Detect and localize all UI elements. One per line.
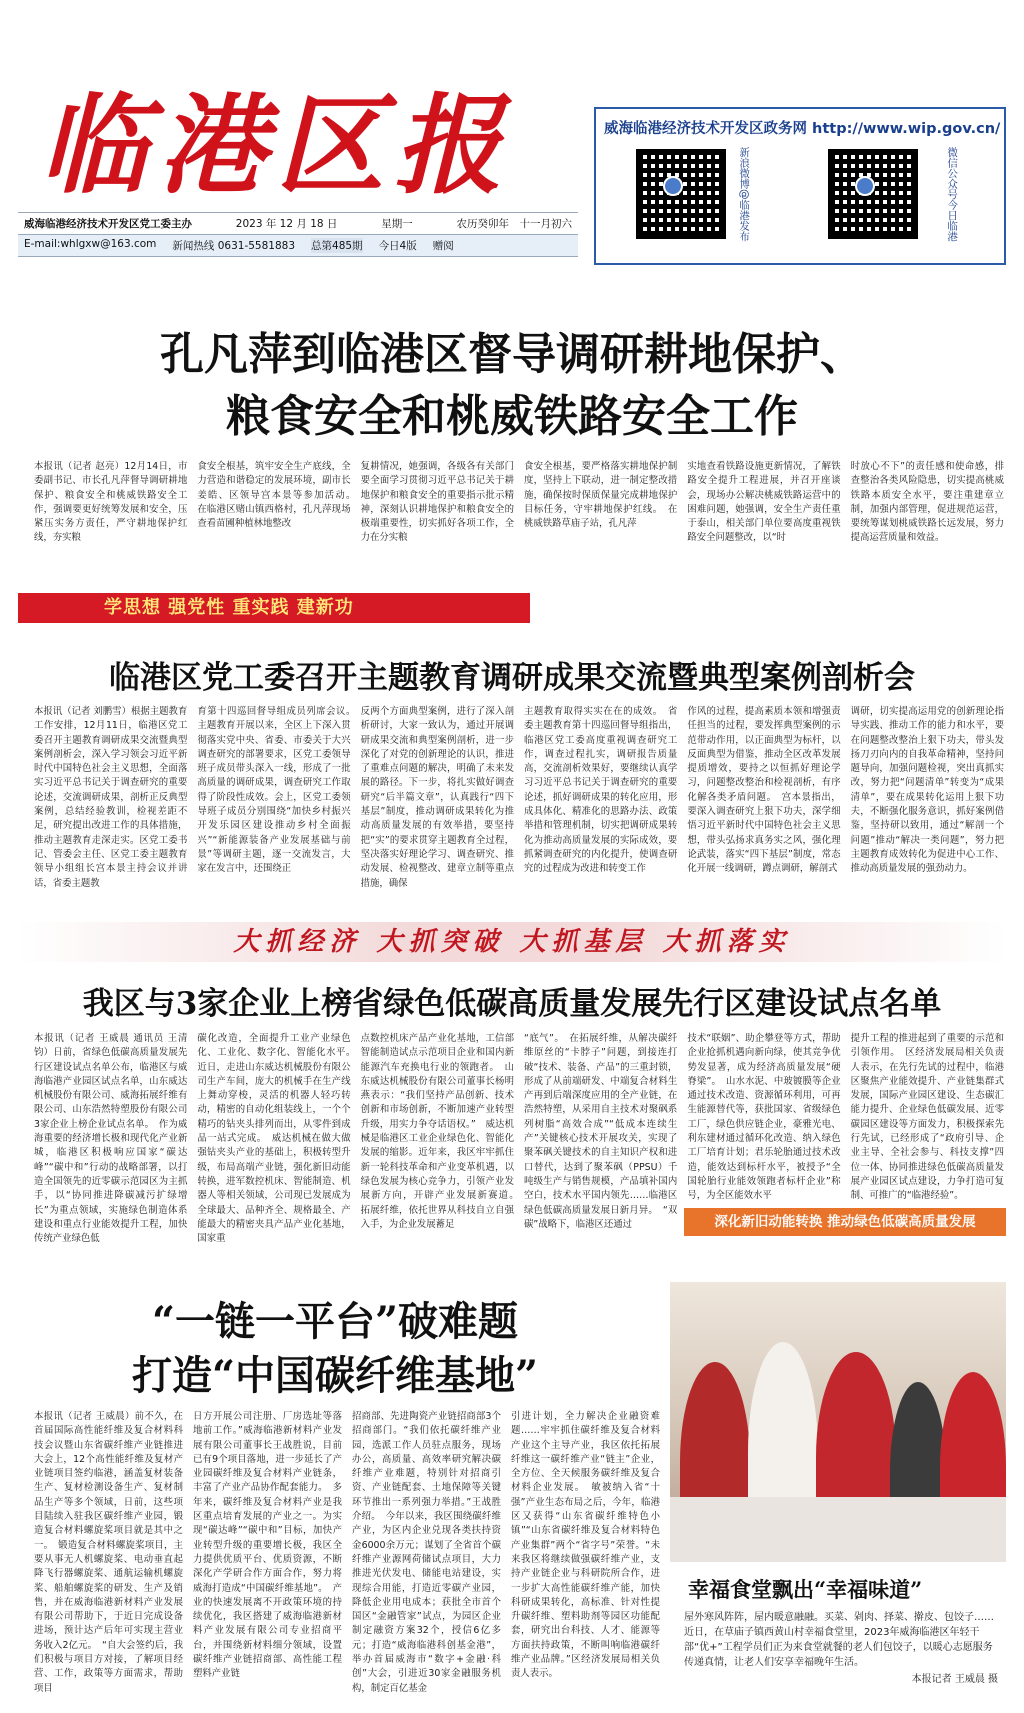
- article-4-body: [34, 1410, 660, 1705]
- article-1-col: 实地查看铁路设施更新情况，了解铁路安全提升工程进展，并召开座谈会，现场办公解决桃威铁路运营中的困难问题，她强调，安全生产责任重于泰山，相关部门单位要高度重视铁路安全问题整改，以“时: [687, 461, 841, 544]
- headline-4-line-1: “一链一平台”破难题: [151, 1298, 518, 1345]
- issue-date: 2023 年 12 月 18 日: [235, 218, 338, 230]
- article-2-col: 调研，切实提高运用党的创新理论指导实践、推动工作的能力和水平，要在问题整改整治上狠下功夫，带头发扬刀刃向内的自我革命精神，坚持问题导向，加强问题检视，突出真抓实改，努力把“问题清单”转变为“成果清单”，要在成果转化运用上狠下功夫，不断强化服务意识，抓好案例借鉴，坚持研以致用，通过“解剖一个问题”推动“解决一类问题”，努力把主题教育成效转化为促进中心工作、推动高质量发展的强劲动力。: [850, 706, 1004, 875]
- photo-caption-title: 幸福食堂飘出“幸福味道”: [688, 1577, 923, 1602]
- newspaper-title: 临港区报: [40, 83, 513, 209]
- section-banner: 学思想 强党性 重实践 建新功: [18, 593, 530, 623]
- canteen-photo: [670, 1282, 1006, 1562]
- article-2-body: [34, 705, 1004, 903]
- article-4-col: 引进计划，全力解决企业融资难题……牢牢抓住碳纤维及复合材料产业这个主导产业，我区依托拓展纤维这一碳纤维产业“链主”企业，全方位、全天候服务碳纤维及复合材料企业发展。 敏被纳入省“十强”产业生态布局之后，今年，临港区又获得“山东省碳纤维特色小镇”“山东省碳纤维及复合材料特色产业集群”两个“省字号”荣誉。“未来我区将继续做强碳纤维产业，支持产业链企业与科研院所合作，进一步扩大高性能碳纤维产能，加快科研成果转化，高标准、针对性提升碳纤维、塑料助剂等园区功能配套，研究出台科技、人才、能源等方面扶持政策，不断叫响临港碳纤维产业品牌。”区经济发展局相关负责人表示。: [511, 1411, 660, 1680]
- issue-number: 总第485期: [311, 240, 363, 252]
- headline-4-line-2: 打造“中国碳纤维基地”: [131, 1352, 538, 1399]
- article-3-col: 碳化改造，全面提升工业产业绿色化、工业化、数字化、智能化水平。 近日，走进山东威达机械股份有限公司生产车间，庞大的机械手在生产线上舞动穿梭，灵活的机器人轻巧转动，精密的自动化组装线上，一个个精巧的钻夹头排列而出，从零件到成品一站式完成。 威达机械在做大做强钻夹头产业的基础上，积极转型升级，布局高端产业链，强化新旧动能转换，进军数控机床、智能制造、机器人等相关领域，公司现已发展成为全球最大、品种齐全、规格最全、产能最大的精密夹具产品产业化基地，国家重: [197, 1033, 361, 1245]
- weibo-qr-code: [636, 149, 726, 239]
- article-1-col: 食安全根基，要严格落实耕地保护制度，坚持上下联动，进一制定整改措施，确保按时保质保量完成耕地保护目标任务，守牢耕地保护红线。 在桃威铁路草庙子站，孔凡萍: [523, 461, 678, 530]
- photo-caption-box: [670, 1562, 1006, 1702]
- wechat-qr-code: [828, 149, 918, 239]
- article-3-col: 提升工程的推进起到了重要的示范和引领作用。 区经济发展局相关负责人表示，在先行先试的过程中，临港区聚焦产业能效提升、产业链集群式发展，国际产业园区建设、生态碳汇能力提升、企业绿色低碳发展、近零碳园区建设等方面发力，积极探索先行先试，已经形成了“政府引导、企业主导、全社会参与、科技支撑”四位一体、协同推进绿色低碳高质量发展产业园区试点建设，力争打造可复制、可推广的“临港经验”。: [850, 1033, 1004, 1202]
- article-2-col: 育第十四巡回督导组成员列席会议。 主题教育开展以来，全区上下深入贯彻落实党中央、省委、市委关于大兴调查研究的部署要求，区党工委领导班子成员带头深入一线，形成了一批高质量的调研成果，调查研究工作取得了阶段性成效。会上，区党工委领导班子成员分别围绕“加快乡村振兴开发乐园区建设推动乡村全面振兴”“新能源装备产业发展基础与前景”等调研主题，逐一交流发言，大家在发言中，还围绕正: [197, 706, 361, 875]
- hotline: 新闻热线 0631-5581883: [172, 240, 296, 252]
- gov-website-box: [594, 107, 1006, 265]
- article-3-col: 本报讯（记者 王威晨 通讯员 王清钧）日前，省绿色低碳高质量发展先行区建设试点名单公布，临港区与威海临港产业园区试点名单，山东威达机械股份有限公司、威海拓展纤维有限公司、山东浩然特塑股份有限公司3家企业上榜企业试点名单。 作为威海重要的经济增长极和现代化产业新城，临港区积极响应国家“碳达峰”“碳中和”行动的战略部署，以打造全国领先的近零碳示范园区为主抓手，以“协同推进降碳减污扩绿增长”为重点领域，实施绿色制造体系建设和重点行业能效提升工程，加快传统产业绿色低: [34, 1033, 188, 1245]
- email: E-mail:whlgxw@163.com: [24, 238, 157, 250]
- article-1-col: 复耕情况，她强调，各级各有关部门要全面学习贯彻习近平总书记关于耕地保护和粮食安全的重要指示批示精神，深刻认识耕地保护和粮食安全的极端重要性，切实抓好各项工作，全力在分实粮: [360, 461, 514, 544]
- masthead-info: [18, 212, 578, 257]
- article-4-col: 招商部、先进陶瓷产业链招商部3个招商部门。“我们依托碳纤维产业园，选派工作人员驻点服务，现场办公，高质量、高效率研究解决碳纤维产业难题，特别针对招商引资、产业链配套、土地保障等关键环节推出一系列强力举措。”王战胜介绍。 今年以来，我区围绕碳纤维产业，为区内企业兑现各类扶持资金6000余万元；谋划了全省首个碳纤维产业源网荷储试点项目，大力推进光伏发电、储能电站建设，实现综合用能，打造近零碳产业园，降低企业用电成本；获批全市首个国区“金融管家”试点，为园区企业制定融资方案32个，授信6亿多元；打造“威海临港科创基金港”，举办首届威海市“数字+金融·科创”大会，引进近30家金融服务机构，制定百亿基金: [352, 1411, 501, 1694]
- weekday: 星期一: [381, 218, 413, 230]
- gov-url: 威海临港经济技术开发区政务网 http://www.wip.gov.cn/: [604, 121, 1001, 137]
- article-3-col: “底气”。 在拓展纤维，从解决碳纤维原丝的“卡脖子”问题，到接连打破“技术、装备、产品”的三重封锁，形成了从前端研发、中端复合材料生产再到后端深度应用的全产业链，在浩然特塑，从采用自主技术对聚砜系列树脂“高效合成”“低成本连续生产”关键核心技术开展攻关，实现了聚苯砜关键技术的自主知识产权和进口替代，达到了聚苯砜（PPSU）千吨级生产与销售规模，产品填补国内空白，技术水平国内领先……临港区绿色低碳高质量发展日新月异。 “双碳”战略下，临港区还通过: [523, 1033, 678, 1230]
- page-count: 今日4版: [378, 240, 417, 252]
- headline-1-line-1: 孔凡萍到临港区督导调研耕地保护、: [160, 329, 864, 380]
- article-1-body: [34, 460, 1004, 568]
- headline-2: 临港区党工委召开主题教育调研成果交流暨典型案例剖析会: [109, 660, 915, 696]
- article-2-col: 主题教育取得实实在在的成效。 省委主题教育第十四巡回督导组指出，临港区党工委高度重视调查研究工作，调查过程扎实，调研报告质量高，交流剖析效果好，要继续认真学习习近平总书记关于调查研究的重要论述，抓好调研成果的转化应用，形成具体化、精准化的思路办法、政策举措和管理机制，切实把调研成果转化为推动高质量发展的实际成效，要抓紧调查研究的内化提升，使调查研究的过程成为改进和转变工作: [523, 706, 678, 875]
- article-4-col: 本报讯（记者 王威晨）前不久，在首届国际高性能纤维及复合材料科技会议暨山东省碳纤维产业链推进大会上，12个高性能纤维及复材产业链项目签约临港，涵盖复材装备生产、复材检测设备生产、复材制品生产等多个领域，日前，这些项目陆续入驻我区碳纤维产业园，锻造复合材料螺旋桨项目就是其中之一。 锻造复合材料螺旋桨项目，主要从事无人机螺旋桨、电动垂直起降飞行器螺旋桨、通航运输机螺旋桨、船舶螺旋桨的研发、生产及销售，并在威海临港新材料产业发展有限公司帮助下，于近日完成设备进场，预计达产后年可实现主营业务收入2亿元。 “自大会签约后，我们积极与项目方对接，了解项目经营、工作，政策等方面需求，帮助项目: [34, 1411, 183, 1694]
- lunar-date: 农历癸卯年 十一月初六: [456, 218, 572, 230]
- photo-credit: 本报记者 王威晨 摄: [911, 1674, 998, 1685]
- weibo-qr-caption: 新浪微博@临港发布: [738, 147, 751, 242]
- gift-label: 赠阅: [432, 240, 454, 252]
- article-2-col: 作风的过程，提高素质本领和增强责任担当的过程，要发挥典型案例的示范带动作用，以正面典型为标杆，以反面典型为借鉴，推动全区改革发展提质增效，要持之以恒抓好理论学习，问题整改整治和检视剖析，有序化解各类矛盾问题。 宫本景指出，要深入调查研究上狠下功夫，深学细悟习近平新时代中国特色社会主义思想，带头弘扬求真务实之风，强化理论武装，落实“四下基层”制度，常态化开展一线调研，蹲点调研，解剖式: [687, 706, 841, 875]
- masthead-row-1: [18, 212, 578, 234]
- article-1-col: 食安全根基，筑牢安全生产底线，全力营造和谐稳定的发展环境，副市长姜皓、区领导宫本景等参加活动。 在临港区赌山镇西格村，孔凡萍现场查看苗圃种植林地整改: [197, 461, 361, 530]
- article-3-col: 技术“联姻”、助企攀登等方式，帮助企业抢抓机遇向新向绿，使其竞争优势发显著，成为经济高质量发展“硬脊梁”。 山水水泥、中玻镀膜等企业通过技术改造、资源循环利用，可再生能源替代等，获批国家、省级绿色工厂，绿色供应链企业，豪雅光电、利东建材通过循环化改造、纳入绿色工厂培育计划；君乐轮胎通过技术改造，能效达到标杆水平，被授予“全国轮胎行业能效领跑者标杆企业”称号，为全区能效水平: [687, 1033, 841, 1202]
- article-4-col: 日方开展公司注册、厂房选址等落地前工作。”威海临港新材料产业发展有限公司董事长王战胜说，目前已有9个项目落地，进一步延长了产业园碳纤维及复合材料产业链条，丰富了产业产品协作配套能力。 多年来，碳纤维及复合材料产业是我区重点培育发展的产业之一。为实现“碳达峰”“碳中和”目标，加快产业转型升级的重要增长极，我区全力提供优质平台、优质资源，不断深化产学研合作方面合作，努力将威海打造成“中国碳纤维基地”。 产业的快速发展离不开政策环境的持续优化，我区搭建了威海临港新材料产业发展有限公司专业招商平台，并围绕新材料细分领域，设置碳纤维产业链招商部、高性能工程塑料产业链: [193, 1411, 342, 1680]
- article-2-col: 反两个方面典型案例，进行了深入剖析研讨，大家一致认为，通过开展调研成果交流和典型案例剖析，进一步深化了对党的创新理论的认识，推进了重难点问题的解决，明确了未来发展的路径。下一步，将扎实做好调查研究“后半篇文章”，认真践行“四下基层”制度，推动调研成果转化为推动高质量发展的有效举措，要坚持把“实”的要求贯穿主题教育全过程，坚决落实好理论学习、调查研究、推动发展、检视整改、建章立制等重点措施，确保: [360, 706, 514, 889]
- photo-table: [670, 1497, 1006, 1562]
- slogan-banner: 大抓经济 大抓突破 大抓基层 大抓落实: [18, 922, 1006, 962]
- article-3-col: 点数控机床产品产业化基地，工信部智能制造试点示范项目企业和国内新能源汽车充换电行业的领跑者。 山东威达机械股份有限公司董事长杨明燕表示：“我们坚持产品创新、技术创新和市场创新，不断加速产业转型升级，用实力争夺话语权。” 威达机械是临港区工业企业绿色化、智能化发展的缩影。近年来，我区牢牢抓住新一轮科技革命和产业变革机遇，以绿色发展为核心竞争力，引领产业发展新方向，开辟产业发展新赛道。 拓展纤维，依托世界从科技自立自强入手，为企业发展蓄足: [360, 1033, 524, 1230]
- article-1-col: 本报讯（记者 赵亮）12月14日，市委副书记、市长孔凡萍督导调研耕地保护、粮食安全和桃威铁路安全工作，强调要更好统筹发展和安全，压紧压实务方责任，严守耕地保护红线，夯实粮: [34, 461, 188, 544]
- masthead-row-2: [18, 234, 578, 257]
- headline-1-line-2: 粮食安全和桃威铁路安全工作: [226, 391, 798, 442]
- article-2-col: 本报讯（记者 刘鹏雪）根据主题教育工作安排，12月11日，临港区党工委召开主题教育调研成果交流暨典型案例剖析会，深入学习领会习近平新时代中国特色社会主义思想，全面落实习近平总书记关于调查研究的重要论述，交流调研成果，剖析正反典型案例，总结经验教训，检视差距不足，研究提出改进工作的具体措施，推动主题教育走深走实。区党工委书记、管委会主任、区党工委主题教育领导小组组长宫本景主持会议并讲话，省委主题教: [34, 706, 188, 889]
- photo-caption-text: 屋外寒风阵阵，屋内暖意融融。买菜、剁肉、择菜、擀皮、包饺子……近日，在草庙子镇西黄山村幸福食堂里，2023年威海临港区年轻干部“优+”工程学员们正为来食堂就餐的老人们包饺子，以暖心志愿服务传递真情，让老人们安享幸福晚年生活。: [684, 1612, 994, 1668]
- host: 威海临港经济技术开发区党工委主办: [24, 218, 192, 230]
- article-1-col: 时放心不下”的责任感和使命感，排查整治各类风险隐患，切实提高桃威铁路本质安全水平，要注重建章立制，加强内部管理，促进规范运营，要统筹谋划桃威铁路长远发展，努力提高运营质量和效益。: [850, 461, 1004, 544]
- headline-3: 我区与3家企业上榜省绿色低碳高质量发展先行区建设试点名单: [82, 986, 942, 1022]
- wechat-qr-caption: 微信公众号今日临港: [946, 147, 959, 242]
- section-tag: 深化新旧动能转换 推动绿色低碳高质量发展: [684, 1208, 1006, 1236]
